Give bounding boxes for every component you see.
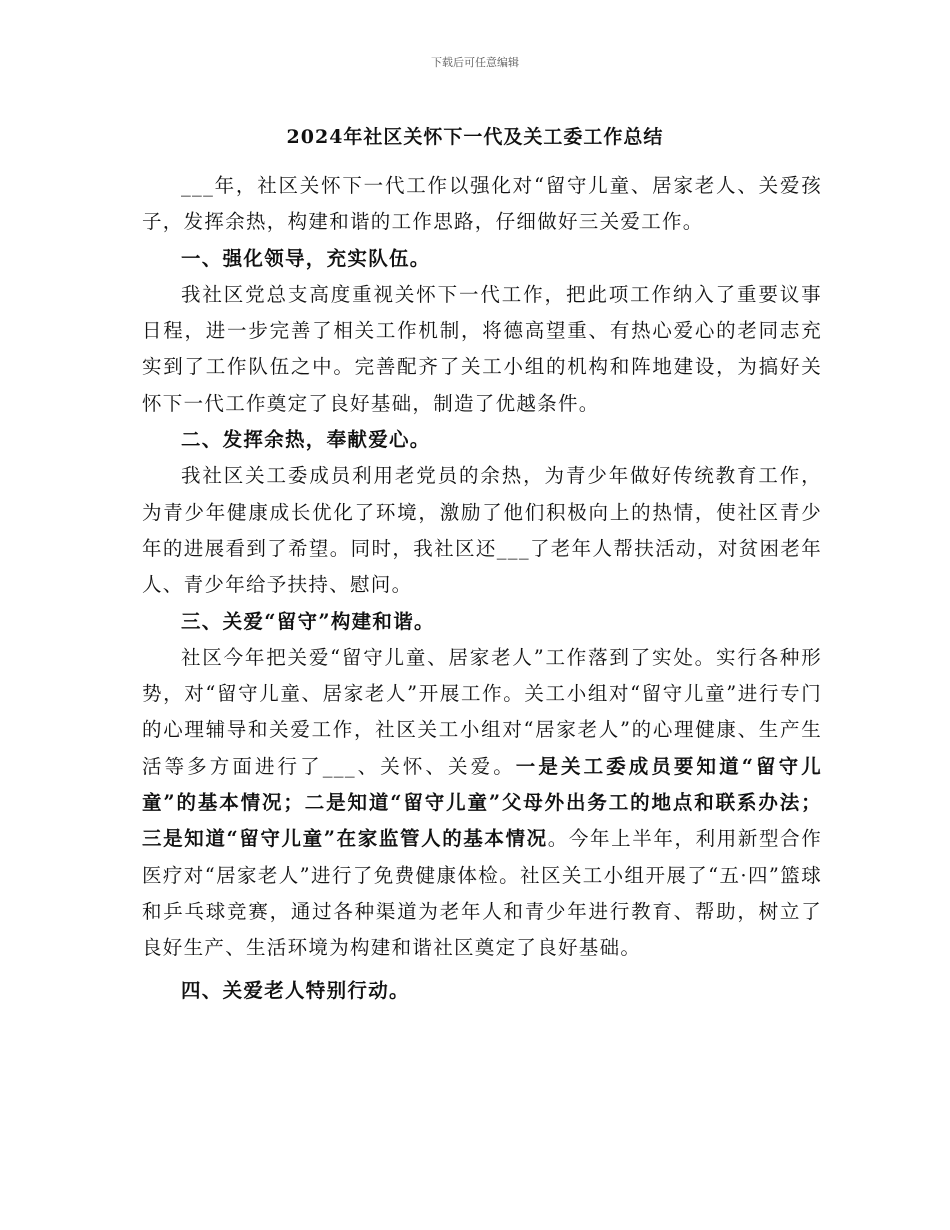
section-3-text-a: 社区今年把关爱“留守儿童、居家老人”工作落到了实处。实行各种形势，对“留守儿童、居家老人”开展工作。关工小组对“留守儿童”进行专门的心理辅导和关爱工作，社区关工小组对“居家老人”的心理健康、生产生活等多方面进行了___、关怀、关爱。 [142, 645, 822, 778]
document-body [142, 168, 822, 1009]
section-3-text-c: 。今年上半年，利用新型合作医疗对“居家老人”进行了免费健康体检。社区关工小组开展了“五·四”篮球和乒乓球竞赛，通过各种渠道为老年人和青少年进行教育、帮助，树立了良好生产、生活环境为构建和谐社区奠定了良好基础。 [142, 827, 822, 960]
section-2-paragraph: 我社区关工委成员利用老党员的余热，为青少年做好传统教育工作，为青少年健康成长优化了环境，激励了他们积极向上的热情，使社区青少年的进展看到了希望。同时，我社区还___了老年人帮扶活动，对贫困老年人、青少年给予扶持、慰问。 [142, 464, 822, 597]
section-heading-4: 四、关爱老人特别行动。 [181, 978, 410, 1002]
section-heading-1: 一、强化领导，充实队伍。 [181, 246, 431, 270]
section-3-bold-text: 一是关工委成员要知道“留守儿童”的基本情况；二是知道“留守儿童”父母外出务工的地点和联系办法；三是知道“留守儿童”在家监管人的基本情况 [142, 754, 822, 851]
section-1-paragraph: 我社区党总支高度重视关怀下一代工作，把此项工作纳入了重要议事日程，进一步完善了相关工作机制，将德高望重、有热心爱心的老同志充实到了工作队伍之中。完善配齐了关工小组的机构和阵地建设，为搞好关怀下一代工作奠定了良好基础，制造了优越条件。 [142, 282, 822, 415]
intro-paragraph: ___年，社区关怀下一代工作以强化对“留守儿童、居家老人、关爱孩子，发挥余热，构建和谐的工作思路，仔细做好三关爱工作。 [142, 174, 822, 234]
section-heading-3: 三、关爱“留守”构建和谐。 [181, 609, 435, 633]
document-title: 2024年社区关怀下一代及关工委工作总结 [286, 126, 664, 148]
section-heading-2: 二、发挥余热，奉献爱心。 [181, 428, 431, 452]
header-note: 下载后可任意编辑 [431, 56, 519, 69]
section-3-paragraph [142, 640, 822, 967]
